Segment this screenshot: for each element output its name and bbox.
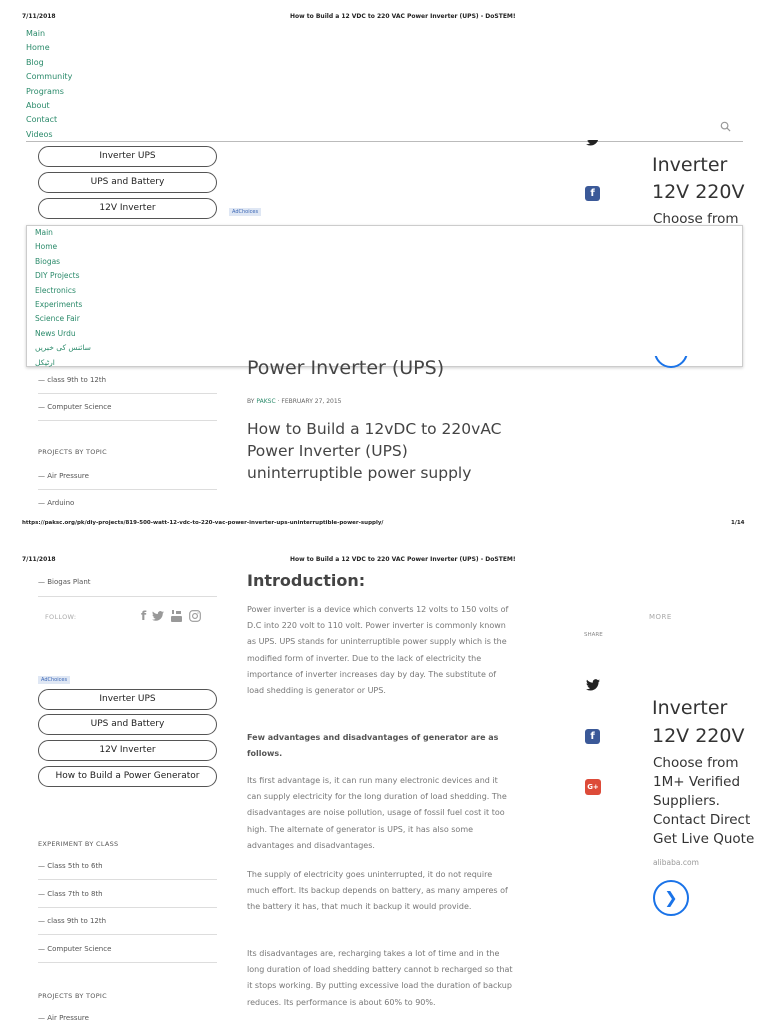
top-nav [26, 27, 72, 142]
sidebar-heading-projects: PROJECTS BY TOPIC [38, 992, 107, 1000]
paragraph-1: Power inverter is a device which converts 12 volts to 150 volts of D.C into 220 volt to 110 volt. Power inverter is commonly known as UPS. UPS stands for uninterruptible power supply which is the modified form of inverter. Due to the lack of electricity the importance of inverter increases day by day. The substitute of load shedding is generator or UPS. [247, 605, 509, 696]
sidebar-divider [38, 934, 217, 935]
sidebar-item-label: Biogas Plant [47, 578, 91, 586]
ad-body-text: Choose from [653, 211, 739, 225]
nav-home[interactable]: Home [26, 43, 50, 53]
ad-title-line1[interactable]: Inverter [652, 154, 728, 176]
sidebar-divider [38, 393, 217, 394]
byline-date: · FEBRUARY 27, 2015 [277, 398, 342, 405]
menu-item-main[interactable]: Main [35, 228, 53, 237]
sidebar-item-label: class 9th to 12th [47, 376, 107, 384]
sidebar-heading-experiments: EXPERIMENT BY CLASS [38, 840, 119, 848]
article-subtitle: How to Build a 12vDC to 220vAC Power Inverter (UPS) uninterruptible power supply [247, 420, 502, 482]
sidebar-divider [38, 596, 217, 597]
nav-blog[interactable]: Blog [26, 57, 44, 67]
print-footer-url: https://paksc.org/pk/diy-projects/819-500-watt-12-vdc-to-220-vac-power-inverter-ups-uninterruptible-power-supply/ [22, 520, 384, 526]
sidebar-item-computer-science[interactable]: — Computer Science [38, 945, 112, 953]
ad-pill-inverter-ups[interactable]: Inverter UPS [38, 689, 217, 710]
sidebar-divider [38, 420, 217, 421]
print-date: 7/11/2018 [22, 556, 56, 563]
sidebar-item-class-9-12[interactable]: — class 9th to 12th [38, 917, 107, 925]
nav-main[interactable]: Main [26, 29, 46, 38]
menu-item-science-fair[interactable]: Science Fair [35, 314, 80, 324]
adchoices-badge[interactable]: AdChoices [229, 208, 261, 216]
ad-pill-ups-battery[interactable]: UPS and Battery [38, 172, 217, 193]
ad-domain[interactable]: alibaba.com [653, 858, 699, 867]
twitter-icon[interactable] [585, 678, 601, 692]
google-plus-icon[interactable]: G+ [585, 779, 601, 795]
menu-item-urdu-science-news[interactable]: سائنس کی خبریں [35, 343, 91, 353]
instagram-icon[interactable] [189, 610, 201, 622]
menu-item-home[interactable]: Home [35, 242, 58, 252]
facebook-icon[interactable]: f [585, 729, 600, 744]
nav-about[interactable]: About [26, 100, 50, 110]
sidebar-item-label: Air Pressure [47, 1014, 89, 1022]
ad-pill-power-generator[interactable]: How to Build a Power Generator [38, 766, 217, 787]
sidebar-item-biogas-plant[interactable]: — Biogas Plant [38, 578, 91, 586]
ad-body-line3: Suppliers. [653, 793, 720, 809]
sidebar-divider [38, 962, 217, 963]
byline-prefix: BY [247, 398, 255, 405]
sidebar-heading-projects: PROJECTS BY TOPIC [38, 448, 107, 456]
sidebar-item-label: Class 7th to 8th [47, 890, 103, 898]
sidebar-item-label: Arduino [47, 499, 75, 507]
ad-body-line2: 1M+ Verified [653, 774, 741, 790]
ad-body-line4: Contact Direct [653, 812, 751, 828]
ad-pill-12v-inverter[interactable]: 12V Inverter [38, 198, 217, 219]
paragraph-2: Few advantages and disadvantages of generator are as follows. [247, 733, 499, 759]
menu-item-experiments[interactable]: Experiments [35, 299, 83, 309]
byline [247, 398, 342, 405]
sidebar-item-label: class 9th to 12th [47, 917, 107, 925]
menu-item-biogas[interactable]: Biogas [35, 256, 61, 266]
search-icon[interactable] [718, 119, 732, 133]
sidebar-item-label: Air Pressure [47, 472, 89, 480]
ad-pill-inverter-ups[interactable]: Inverter UPS [38, 146, 217, 167]
byline-author[interactable]: PAKSC [256, 398, 276, 405]
more-label[interactable]: MORE [649, 613, 672, 621]
facebook-icon[interactable]: f [585, 186, 600, 201]
adchoices-badge[interactable]: AdChoices [38, 676, 70, 684]
menu-item-electronics[interactable]: Electronics [35, 285, 76, 295]
menu-item-news-urdu[interactable]: News Urdu [35, 328, 76, 338]
ad-body-line1: Choose from [653, 755, 739, 771]
sidebar-item-class-9-12[interactable]: — class 9th to 12th [38, 376, 107, 384]
facebook-icon[interactable]: f [141, 609, 147, 623]
ad-pill-12v-inverter[interactable]: 12V Inverter [38, 740, 217, 761]
dropdown-menu-list [35, 226, 91, 370]
sidebar-item-class-5-6[interactable]: — Class 5th to 6th [38, 862, 103, 870]
paragraph-4: The supply of electricity goes uninterrupted, it do not require much effort. Its backup depends on battery, as many amperes of the battery it has, that much it backup it would provide. [247, 870, 508, 912]
share-label: SHARE [584, 632, 603, 638]
print-title: How to Build a 12 VDC to 220 VAC Power Inverter (UPS) - DoSTEM! [290, 13, 516, 20]
dropdown-menu-overlay [26, 225, 743, 367]
follow-label: FOLLOW: [45, 613, 77, 621]
print-title: How to Build a 12 VDC to 220 VAC Power Inverter (UPS) - DoSTEM! [290, 556, 516, 563]
sidebar-divider [38, 489, 217, 490]
print-date: 7/11/2018 [22, 13, 56, 20]
sidebar-item-label: Class 5th to 6th [47, 862, 103, 870]
ad-next-partial [654, 356, 690, 372]
sidebar-item-computer-science[interactable]: — Computer Science [38, 403, 112, 411]
nav-programs[interactable]: Programs [26, 86, 64, 96]
ad-body-line5: Get Live Quote [653, 831, 755, 847]
twitter-icon[interactable] [152, 611, 164, 621]
nav-contact[interactable]: Contact [26, 115, 58, 125]
print-page-number: 1/14 [731, 520, 745, 526]
sidebar-divider [38, 879, 217, 880]
youtube-icon[interactable] [170, 609, 183, 623]
sidebar-item-class-7-8[interactable]: — Class 7th to 8th [38, 890, 103, 898]
sidebar-item-label: Computer Science [47, 945, 112, 953]
menu-item-diy-projects[interactable]: DIY Projects [35, 271, 80, 281]
chevron-right-icon[interactable]: ❯ [653, 880, 689, 916]
twitter-icon[interactable] [585, 140, 601, 146]
ad-title-line2[interactable]: 12V 220V [652, 181, 745, 203]
paragraph-3: Its first advantage is, it can run many electronic devices and it can supply electricity for the long duration of load shedding. The disadvantages are noise pollution, usage of fossil fuel cost it too high. The alternate of generator is UPS, it has also some advantages and disadvantages. [247, 776, 507, 850]
sidebar-item-air-pressure[interactable]: — Air Pressure [38, 472, 89, 480]
article-title-partial [247, 357, 444, 382]
article-title-text: Power Inverter (UPS) [247, 357, 445, 379]
sidebar-divider [38, 907, 217, 908]
ad-title-line1[interactable]: Inverter [652, 697, 728, 719]
nav-divider [26, 141, 743, 142]
paragraph-5: Its disadvantages are, recharging takes a lot of time and in the long duration of load shedding battery cannot b recharged so that it stops working. By putting excessive load the duration of backup reduces. Its performance is about 60% to 90%. [247, 949, 513, 1007]
sidebar-item-air-pressure[interactable]: — Air Pressure [38, 1014, 89, 1022]
follow-icons [141, 609, 201, 623]
nav-community[interactable]: Community [26, 72, 73, 82]
intro-heading: Introduction: [247, 571, 366, 590]
sidebar-item-arduino[interactable]: — Arduino [38, 499, 75, 507]
ad-pill-ups-battery[interactable]: UPS and Battery [38, 714, 217, 735]
sidebar-item-label: Computer Science [47, 403, 112, 411]
nav-videos[interactable]: Videos [26, 129, 53, 139]
ad-title-line2[interactable]: 12V 220V [652, 725, 745, 747]
menu-item-urdu-article[interactable]: ارٹیکل [35, 357, 55, 367]
